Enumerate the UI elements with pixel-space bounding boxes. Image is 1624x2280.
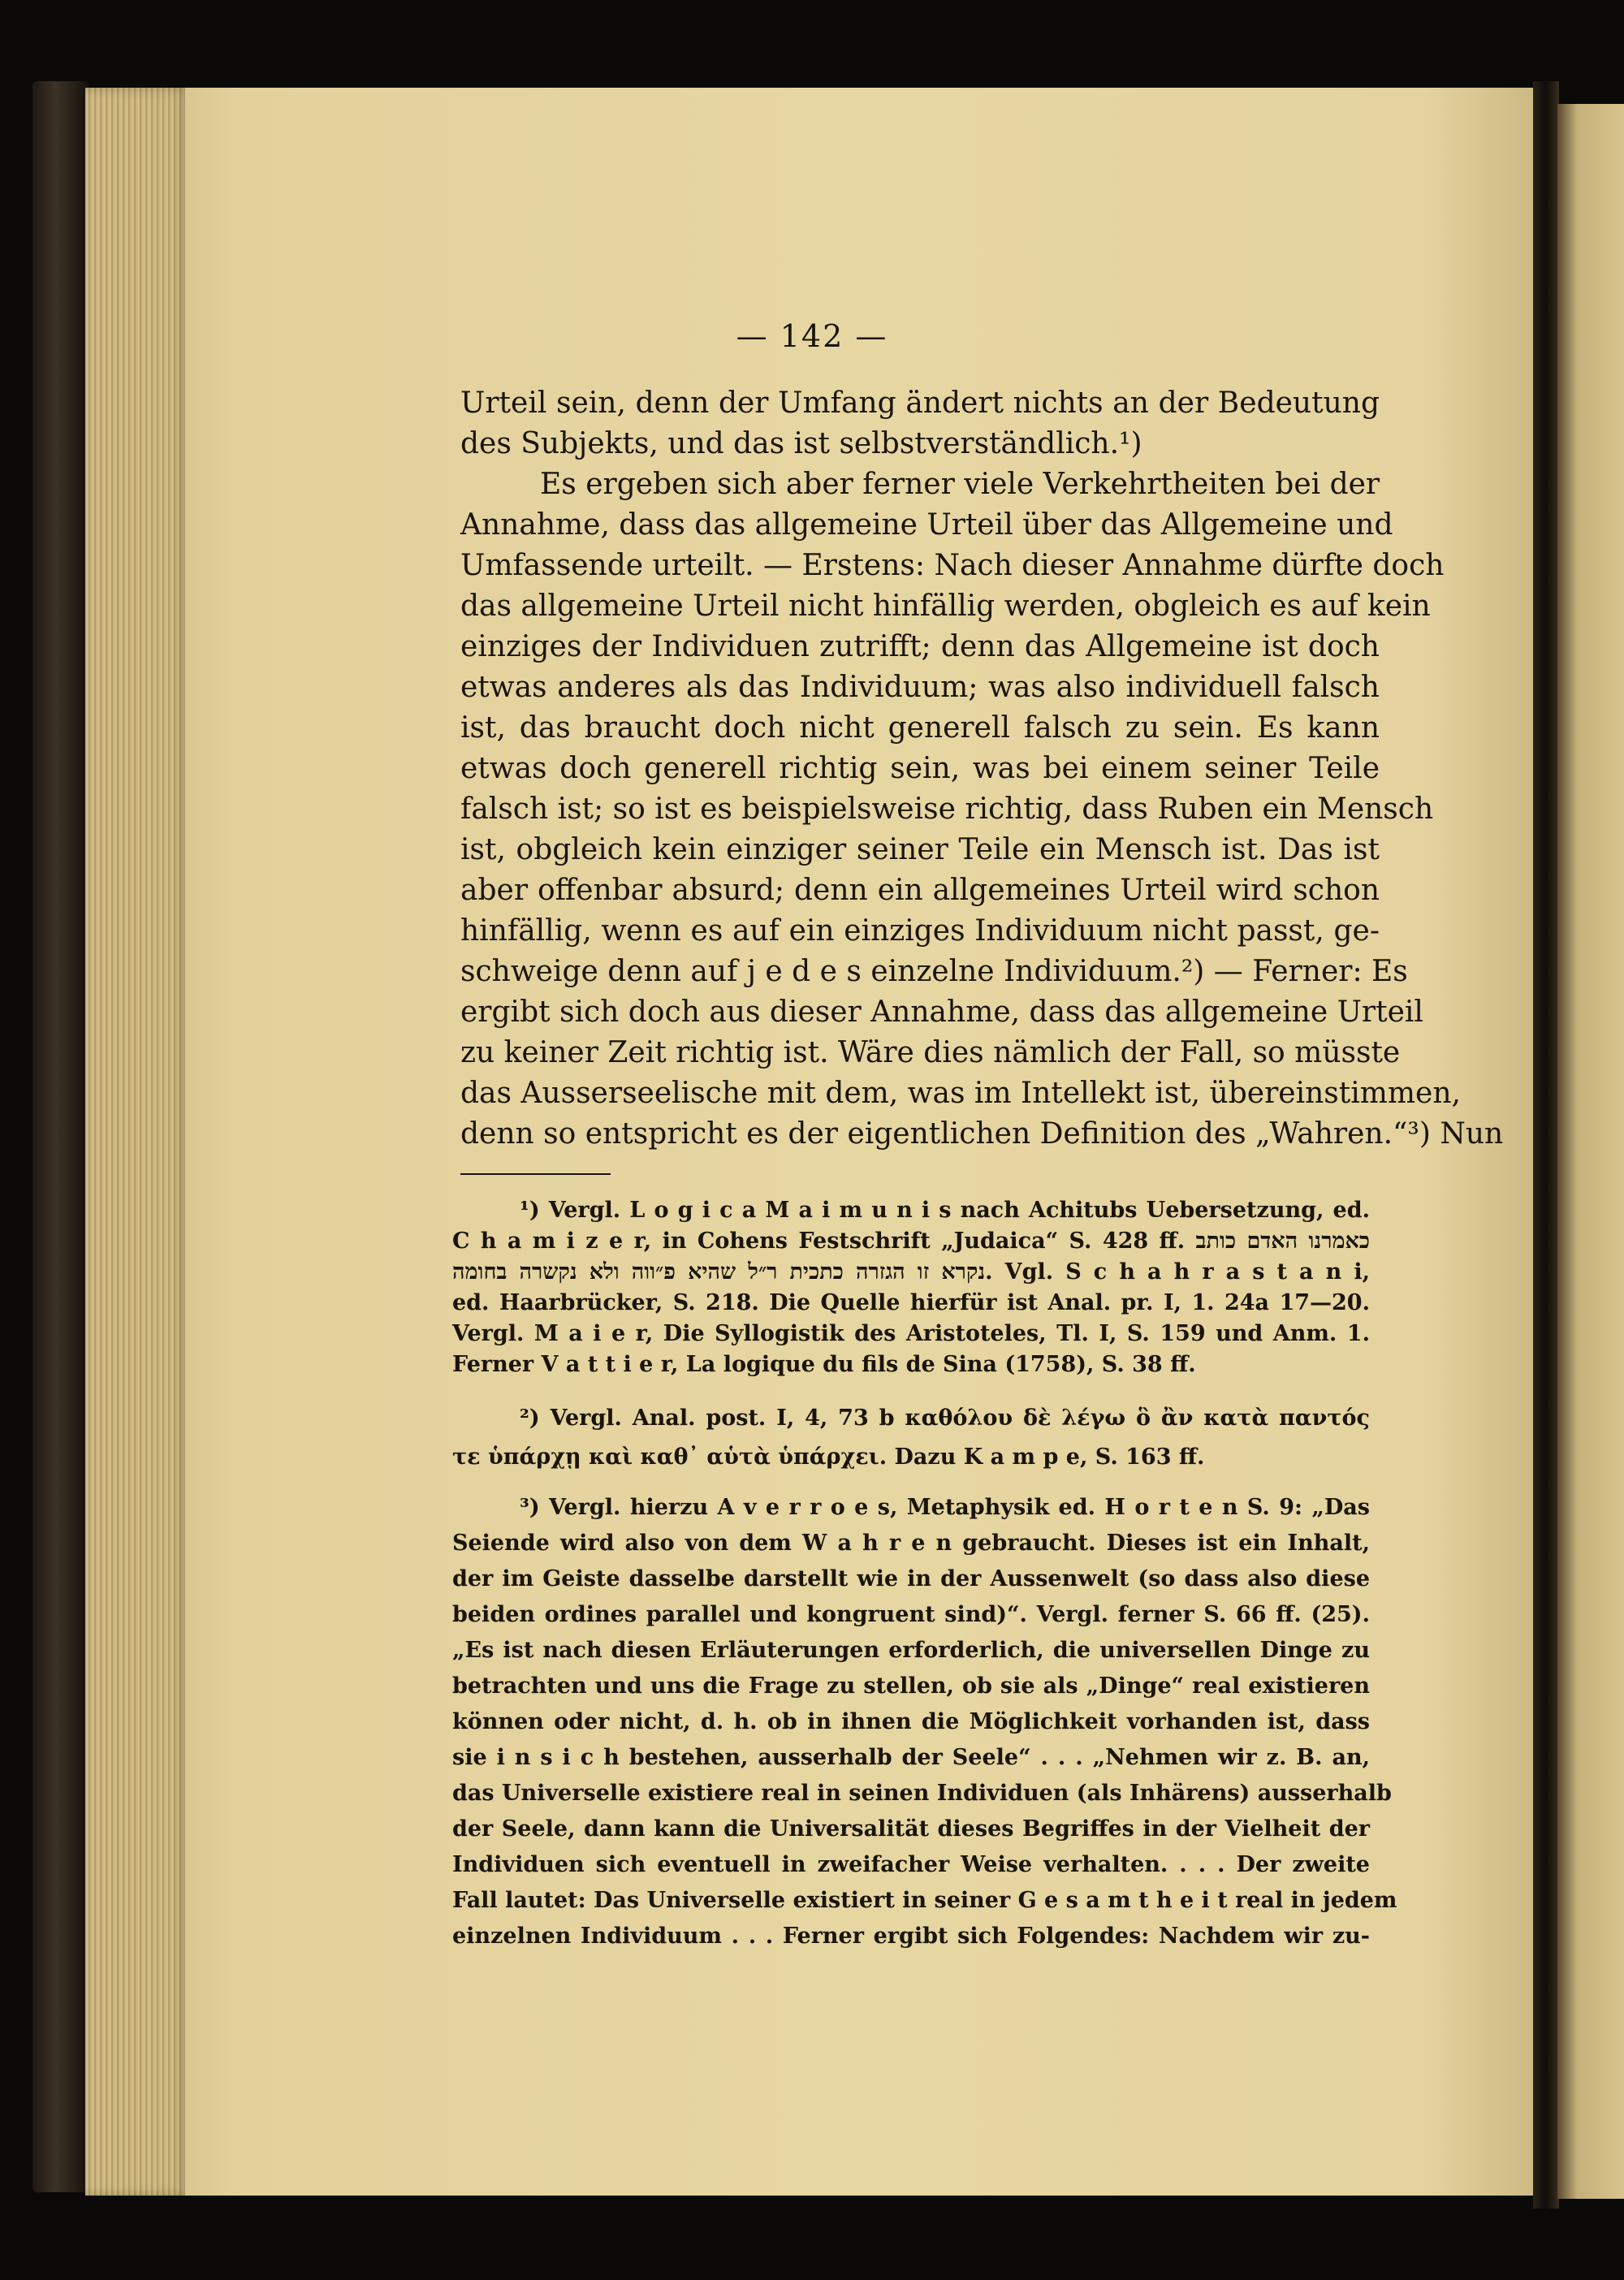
body-line: aber offenbar absurd; denn ein allgemeines Urteil wird schon xyxy=(460,874,1380,907)
body-line: etwas anderes als das Individuum; was also individuell falsch xyxy=(460,671,1380,704)
body-line: einziges der Individuen zutrifft; denn das Allgemeine ist doch xyxy=(460,630,1380,663)
footnote-line: der im Geiste dasselbe darstellt wie in der Aussenwelt (so dass also diese xyxy=(452,1566,1370,1591)
body-line: das allgemeine Urteil nicht hinfällig werden, obgleich es auf kein xyxy=(460,589,1431,623)
footnote-line: Seiende wird also von dem W a h r e n gebraucht. Dieses ist ein Inhalt, xyxy=(452,1531,1370,1556)
footnote-line: der Seele, dann kann die Universalität dieses Begriffes in der Vielheit der xyxy=(452,1816,1370,1842)
book-binding xyxy=(32,81,89,2192)
footnote-line: beiden ordines parallel und kongruent sind)“. Vergl. ferner S. 66 ff. (25). xyxy=(452,1602,1370,1627)
body-line: Urteil sein, denn der Umfang ändert nichts an der Bedeutung xyxy=(460,386,1380,420)
footnote-line: sie i n s i c h bestehen, ausserhalb der Seele“ . . . „Nehmen wir z. B. an, xyxy=(452,1745,1370,1770)
footnote-rule xyxy=(460,1173,611,1175)
footnote-line: betrachten und uns die Frage zu stellen, ob sie als „Dinge“ real existieren xyxy=(452,1673,1370,1699)
footnote-line: ³) Vergl. hierzu A v e r r o e s, Metaphysik ed. H o r t e n S. 9: „Das xyxy=(520,1495,1370,1520)
footnote-line: Individuen sich eventuell in zweifacher Weise verhalten. . . . Der zweite xyxy=(452,1852,1370,1877)
footnote-line: נקרא זו הגזרה כתכית ר״ל שהיא פ״ווה ולא נקשרה בחומה. Vgl. S c h a h r a s t a n i, xyxy=(452,1259,1371,1285)
book-gutter xyxy=(1533,81,1559,2209)
footnote-line: Vergl. M a i e r, Die Syllogistik des Aristoteles, Tl. I, S. 159 und Anm. 1. xyxy=(452,1321,1370,1346)
body-line: hinfällig, wenn es auf ein einziges Individuum nicht passt, ge- xyxy=(460,914,1380,948)
body-line: falsch ist; so ist es beispielsweise richtig, dass Ruben ein Mensch xyxy=(460,792,1434,826)
body-line: Annahme, dass das allgemeine Urteil über das Allgemeine und xyxy=(460,508,1393,542)
body-line: zu keiner Zeit richtig ist. Wäre dies nämlich der Fall, so müsste xyxy=(460,1036,1401,1069)
footnote-line: Fall lautet: Das Universelle existiert in seiner G e s a m t h e i t real in jedem xyxy=(452,1888,1397,1913)
body-line: Es ergeben sich aber ferner viele Verkehrtheiten bei der xyxy=(540,468,1380,501)
body-line: das Ausserseelische mit dem, was im Intellekt ist, übereinstimmen, xyxy=(460,1077,1461,1110)
body-line: Umfassende urteilt. — Erstens: Nach dieser Annahme dürfte doch xyxy=(460,549,1445,582)
body-line: schweige denn auf j e d e s einzelne Individuum.²) — Ferner: Es xyxy=(460,955,1408,988)
footnote-line: können oder nicht, d. h. ob in ihnen die Möglichkeit vorhanden ist, dass xyxy=(452,1709,1370,1734)
footnote-line: ²) Vergl. Anal. post. I, 4, 73 b καθόλου δὲ λέγω ὃ ἂν κατὰ παντός xyxy=(520,1406,1370,1431)
footnote-line: einzelnen Individuum . . . Ferner ergibt sich Folgendes: Nachdem wir zu- xyxy=(452,1924,1370,1949)
footnote-line: τε ὑπάρχῃ καὶ καθ᾽ αὑτὰ ὑπάρχει. Dazu K a m p e, S. 163 ff. xyxy=(452,1444,1205,1470)
footnote-line: Ferner V a t t i e r, La logique du fils de Sina (1758), S. 38 ff. xyxy=(452,1352,1196,1377)
body-line: des Subjekts, und das ist selbstverständlich.¹) xyxy=(460,427,1142,460)
body-line: ist, obgleich kein einziger seiner Teile ein Mensch ist. Das ist xyxy=(460,833,1380,866)
body-line: ergibt sich doch aus dieser Annahme, dass das allgemeine Urteil xyxy=(460,995,1423,1029)
footnote-line: ¹) Vergl. L o g i c a M a i m u n i s nach Achitubs Uebersetzung, ed. xyxy=(520,1198,1370,1223)
footnote-line: „Es ist nach diesen Erläuterungen erforderlich, die universellen Dinge zu xyxy=(452,1638,1370,1663)
footnote-line: C h a m i z e r, in Cohens Festschrift „Judaica“ S. 428 ff. כאמרנו האדם כותב xyxy=(452,1229,1371,1254)
page-edges xyxy=(85,88,191,2196)
body-line: denn so entspricht es der eigentlichen Definition des „Wahren.“³) Nun xyxy=(460,1117,1504,1151)
page-number: — 142 — xyxy=(736,318,888,354)
facing-page xyxy=(1557,104,1624,2199)
footnote-line: ed. Haarbrücker, S. 218. Die Quelle hierfür ist Anal. pr. I, 1. 24a 17—20. xyxy=(452,1290,1370,1315)
footnote-line: das Universelle existiere real in seinen Individuen (als Inhärens) ausserhalb xyxy=(452,1781,1392,1806)
body-line: ist, das braucht doch nicht generell falsch zu sein. Es kann xyxy=(460,711,1380,745)
body-line: etwas doch generell richtig sein, was bei einem seiner Teile xyxy=(460,752,1380,785)
